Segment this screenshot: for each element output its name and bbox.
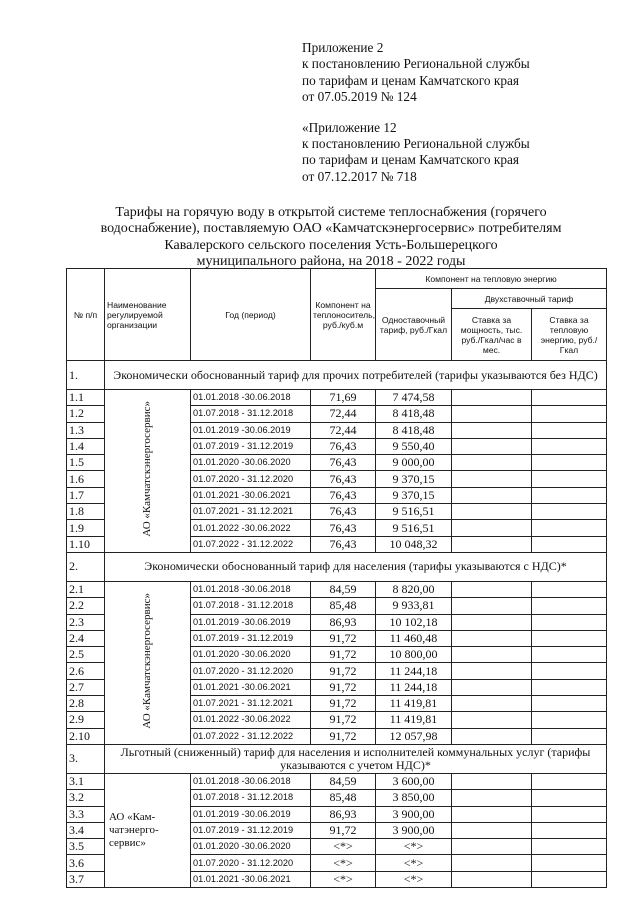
- energy-rate-value: [532, 422, 607, 438]
- title-line: Тарифы на горячую воду в открытой системе теплоснабжения (горячего: [115, 205, 547, 220]
- heat-carrier-value: 76,43: [311, 438, 376, 454]
- appendix-header: [302, 40, 622, 185]
- col-heat-carrier-header: Компонент на теплоноситель, руб./куб.м: [311, 269, 376, 361]
- single-rate-value: 9 000,00: [376, 455, 452, 471]
- period-cell: 01.07.2022 - 31.12.2022: [191, 536, 311, 552]
- single-rate-value: 9 516,51: [376, 520, 452, 536]
- org-name-label: АО «Кам-чатэнерго-сервис»: [109, 810, 159, 849]
- single-rate-value: 8 418,48: [376, 406, 452, 422]
- row-number: 1.2: [67, 406, 105, 422]
- row-number: 3.3: [67, 806, 105, 822]
- heat-carrier-value: 76,43: [311, 455, 376, 471]
- capacity-rate-value: [452, 712, 532, 728]
- energy-rate-value: [532, 790, 607, 806]
- single-rate-value: <*>: [376, 871, 452, 887]
- capacity-rate-value: [452, 487, 532, 503]
- energy-rate-value: [532, 471, 607, 487]
- row-number: 3.2: [67, 790, 105, 806]
- period-cell: 01.01.2018 -30.06.2018: [191, 773, 311, 789]
- capacity-rate-value: [452, 696, 532, 712]
- energy-rate-value: [532, 504, 607, 520]
- row-number: 1.8: [67, 504, 105, 520]
- capacity-rate-value: [452, 839, 532, 855]
- row-number: 2.7: [67, 679, 105, 695]
- period-cell: 01.01.2018 -30.06.2018: [191, 581, 311, 597]
- heat-carrier-value: 76,43: [311, 471, 376, 487]
- row-number: 2.5: [67, 647, 105, 663]
- row-number: 2.1: [67, 581, 105, 597]
- table-row: [67, 581, 607, 597]
- heat-carrier-value: 86,93: [311, 614, 376, 630]
- capacity-rate-value: [452, 390, 532, 406]
- row-number: 3.6: [67, 855, 105, 871]
- capacity-rate-value: [452, 455, 532, 471]
- energy-rate-value: [532, 647, 607, 663]
- col-single-rate-header: Одноставочный тариф, руб./Гкал: [376, 289, 452, 361]
- period-cell: 01.07.2021 - 31.12.2021: [191, 696, 311, 712]
- heat-carrier-value: <*>: [311, 839, 376, 855]
- single-rate-value: 9 550,40: [376, 438, 452, 454]
- section-title: Льготный (сниженный) тариф для населения и исполнителей коммунальных услуг (тарифы указываются с учетом НДС)*: [105, 744, 607, 773]
- capacity-rate-value: [452, 679, 532, 695]
- title-line: водоснабжение), поставляемую ОАО «Камчатскэнергосервис» потребителям: [100, 221, 562, 237]
- period-cell: 01.07.2020 - 31.12.2020: [191, 663, 311, 679]
- col-no-header: № п/п: [67, 269, 105, 361]
- heat-carrier-value: 76,43: [311, 520, 376, 536]
- energy-rate-value: [532, 536, 607, 552]
- energy-rate-value: [532, 520, 607, 536]
- capacity-rate-value: [452, 871, 532, 887]
- energy-rate-value: [532, 839, 607, 855]
- capacity-rate-value: [452, 728, 532, 744]
- row-number: 2.10: [67, 728, 105, 744]
- appendix-line: к постановлению Региональной службы: [302, 56, 530, 72]
- row-number: 2.2: [67, 598, 105, 614]
- row-number: 2.8: [67, 696, 105, 712]
- document-title: [60, 205, 602, 270]
- heat-carrier-value: 72,44: [311, 422, 376, 438]
- section-header-row: [67, 361, 607, 390]
- capacity-rate-value: [452, 790, 532, 806]
- org-name-label: АО «Камчатскэнергосервис»: [141, 593, 153, 729]
- energy-rate-value: [532, 855, 607, 871]
- single-rate-value: 11 244,18: [376, 679, 452, 695]
- heat-carrier-value: 84,59: [311, 773, 376, 789]
- row-number: 1.1: [67, 390, 105, 406]
- title-line: муниципального района, на 2018 - 2022 годы: [196, 253, 466, 269]
- single-rate-value: 3 850,00: [376, 790, 452, 806]
- org-name-vertical: [105, 581, 191, 744]
- period-cell: 01.07.2021 - 31.12.2021: [191, 504, 311, 520]
- heat-carrier-value: 91,72: [311, 647, 376, 663]
- col-period-header: Год (период): [191, 269, 311, 361]
- single-rate-value: 9 370,15: [376, 471, 452, 487]
- period-cell: 01.01.2022 -30.06.2022: [191, 520, 311, 536]
- row-number: 1.9: [67, 520, 105, 536]
- single-rate-value: 8 418,48: [376, 422, 452, 438]
- period-cell: 01.07.2020 - 31.12.2020: [191, 471, 311, 487]
- single-rate-value: 10 102,18: [376, 614, 452, 630]
- single-rate-value: 10 800,00: [376, 647, 452, 663]
- heat-carrier-value: 91,72: [311, 630, 376, 646]
- single-rate-value: 12 057,98: [376, 728, 452, 744]
- period-cell: 01.01.2018 -30.06.2018: [191, 390, 311, 406]
- energy-rate-value: [532, 679, 607, 695]
- single-rate-value: 3 900,00: [376, 806, 452, 822]
- energy-rate-value: [532, 822, 607, 838]
- row-number: 3.5: [67, 839, 105, 855]
- energy-rate-value: [532, 406, 607, 422]
- energy-rate-value: [532, 390, 607, 406]
- heat-carrier-value: 76,43: [311, 536, 376, 552]
- single-rate-value: <*>: [376, 855, 452, 871]
- capacity-rate-value: [452, 855, 532, 871]
- capacity-rate-value: [452, 663, 532, 679]
- capacity-rate-value: [452, 536, 532, 552]
- single-rate-value: 7 474,58: [376, 390, 452, 406]
- org-name-vertical: [105, 390, 191, 553]
- prev-appendix-line: от 07.12.2017 № 718: [302, 168, 417, 184]
- single-rate-value: 11 419,81: [376, 696, 452, 712]
- energy-rate-value: [532, 487, 607, 503]
- energy-rate-value: [532, 712, 607, 728]
- row-number: 2.4: [67, 630, 105, 646]
- tariff-table-body: [67, 361, 607, 888]
- col-capacity-rate-header: Ставка за мощность, тыс. руб./Гкал/час в мес.: [452, 309, 532, 361]
- single-rate-value: 11 244,18: [376, 663, 452, 679]
- capacity-rate-value: [452, 773, 532, 789]
- energy-rate-value: [532, 773, 607, 789]
- heat-carrier-value: 84,59: [311, 581, 376, 597]
- row-number: 2.9: [67, 712, 105, 728]
- heat-carrier-value: <*>: [311, 871, 376, 887]
- heat-carrier-value: 71,69: [311, 390, 376, 406]
- energy-rate-value: [532, 455, 607, 471]
- col-two-rate-header: Двухставочный тариф: [452, 289, 607, 309]
- row-number: 1.7: [67, 487, 105, 503]
- period-cell: 01.01.2019 -30.06.2019: [191, 806, 311, 822]
- period-cell: 01.01.2019 -30.06.2019: [191, 422, 311, 438]
- section-title: Экономически обоснованный тариф для населения (тарифы указываются с НДС)*: [105, 552, 607, 581]
- single-rate-value: 9 516,51: [376, 504, 452, 520]
- single-rate-value: 11 419,81: [376, 712, 452, 728]
- row-number: 1.6: [67, 471, 105, 487]
- row-number: 1.10: [67, 536, 105, 552]
- appendix-line: по тарифам и ценам Камчатского края: [302, 72, 519, 88]
- period-cell: 01.01.2021 -30.06.2021: [191, 679, 311, 695]
- col-energy-rate-header: Ставка за тепловую энергию, руб./Гкал: [532, 309, 607, 361]
- capacity-rate-value: [452, 822, 532, 838]
- single-rate-value: 3 600,00: [376, 773, 452, 789]
- period-cell: 01.01.2021 -30.06.2021: [191, 487, 311, 503]
- single-rate-value: 9 370,15: [376, 487, 452, 503]
- period-cell: 01.01.2020 -30.06.2020: [191, 839, 311, 855]
- capacity-rate-value: [452, 647, 532, 663]
- heat-carrier-value: 91,72: [311, 696, 376, 712]
- period-cell: 01.01.2022 -30.06.2022: [191, 712, 311, 728]
- period-cell: 01.01.2020 -30.06.2020: [191, 647, 311, 663]
- section-number: 2.: [67, 552, 105, 581]
- energy-rate-value: [532, 696, 607, 712]
- row-number: 1.4: [67, 438, 105, 454]
- period-cell: 01.01.2020 -30.06.2020: [191, 455, 311, 471]
- capacity-rate-value: [452, 406, 532, 422]
- heat-carrier-value: 91,72: [311, 712, 376, 728]
- heat-carrier-value: <*>: [311, 855, 376, 871]
- heat-carrier-value: 85,48: [311, 790, 376, 806]
- single-rate-value: 11 460,48: [376, 630, 452, 646]
- row-number: 3.7: [67, 871, 105, 887]
- table-row: [67, 390, 607, 406]
- heat-carrier-value: 76,43: [311, 504, 376, 520]
- prev-appendix-line: «Приложение 12: [302, 119, 397, 135]
- period-cell: 01.07.2022 - 31.12.2022: [191, 728, 311, 744]
- heat-carrier-value: 72,44: [311, 406, 376, 422]
- row-number: 2.3: [67, 614, 105, 630]
- appendix-line: от 07.05.2019 № 124: [302, 89, 417, 105]
- single-rate-value: <*>: [376, 839, 452, 855]
- heat-carrier-value: 91,72: [311, 679, 376, 695]
- energy-rate-value: [532, 581, 607, 597]
- capacity-rate-value: [452, 504, 532, 520]
- org-name-label: АО «Камчатскэнергосервис»: [141, 401, 153, 537]
- tariff-table: [66, 268, 607, 888]
- col-heat-energy-header: Компонент на тепловую энергию: [376, 269, 607, 289]
- row-number: 2.6: [67, 663, 105, 679]
- period-cell: 01.07.2019 - 31.12.2019: [191, 630, 311, 646]
- row-number: 1.3: [67, 422, 105, 438]
- prev-appendix-line: по тарифам и ценам Камчатского края: [302, 152, 519, 168]
- energy-rate-value: [532, 614, 607, 630]
- energy-rate-value: [532, 663, 607, 679]
- section-number: 1.: [67, 361, 105, 390]
- section-number: 3.: [67, 744, 105, 773]
- energy-rate-value: [532, 630, 607, 646]
- period-cell: 01.07.2018 - 31.12.2018: [191, 406, 311, 422]
- single-rate-value: 9 933,81: [376, 598, 452, 614]
- capacity-rate-value: [452, 614, 532, 630]
- heat-carrier-value: 85,48: [311, 598, 376, 614]
- heat-carrier-value: 91,72: [311, 663, 376, 679]
- row-number: 1.5: [67, 455, 105, 471]
- heat-carrier-value: 91,72: [311, 728, 376, 744]
- appendix-line: Приложение 2: [302, 40, 384, 55]
- capacity-rate-value: [452, 630, 532, 646]
- capacity-rate-value: [452, 581, 532, 597]
- org-name: [105, 773, 191, 887]
- heat-carrier-value: 91,72: [311, 822, 376, 838]
- section-title: Экономически обоснованный тариф для прочих потребителей (тарифы указываются без НДС): [105, 361, 607, 390]
- capacity-rate-value: [452, 471, 532, 487]
- period-cell: 01.01.2021 -30.06.2021: [191, 871, 311, 887]
- capacity-rate-value: [452, 520, 532, 536]
- period-cell: 01.07.2018 - 31.12.2018: [191, 790, 311, 806]
- capacity-rate-value: [452, 438, 532, 454]
- heat-carrier-value: 76,43: [311, 487, 376, 503]
- single-rate-value: 8 820,00: [376, 581, 452, 597]
- table-row: [67, 773, 607, 789]
- capacity-rate-value: [452, 422, 532, 438]
- energy-rate-value: [532, 871, 607, 887]
- single-rate-value: 3 900,00: [376, 822, 452, 838]
- col-org-header: Наименование регулируемой организации: [105, 269, 191, 361]
- period-cell: 01.01.2019 -30.06.2019: [191, 614, 311, 630]
- row-number: 3.1: [67, 773, 105, 789]
- row-number: 3.4: [67, 822, 105, 838]
- prev-appendix-line: к постановлению Региональной службы: [302, 136, 530, 152]
- section-header-row: [67, 552, 607, 581]
- capacity-rate-value: [452, 598, 532, 614]
- single-rate-value: 10 048,32: [376, 536, 452, 552]
- energy-rate-value: [532, 728, 607, 744]
- period-cell: 01.07.2018 - 31.12.2018: [191, 598, 311, 614]
- period-cell: 01.07.2019 - 31.12.2019: [191, 822, 311, 838]
- energy-rate-value: [532, 806, 607, 822]
- capacity-rate-value: [452, 806, 532, 822]
- section-header-row: [67, 744, 607, 773]
- period-cell: 01.07.2020 - 31.12.2020: [191, 855, 311, 871]
- energy-rate-value: [532, 598, 607, 614]
- title-line: Кавалерского сельского поселения Усть-Большерецкого: [164, 237, 498, 253]
- heat-carrier-value: 86,93: [311, 806, 376, 822]
- energy-rate-value: [532, 438, 607, 454]
- period-cell: 01.07.2019 - 31.12.2019: [191, 438, 311, 454]
